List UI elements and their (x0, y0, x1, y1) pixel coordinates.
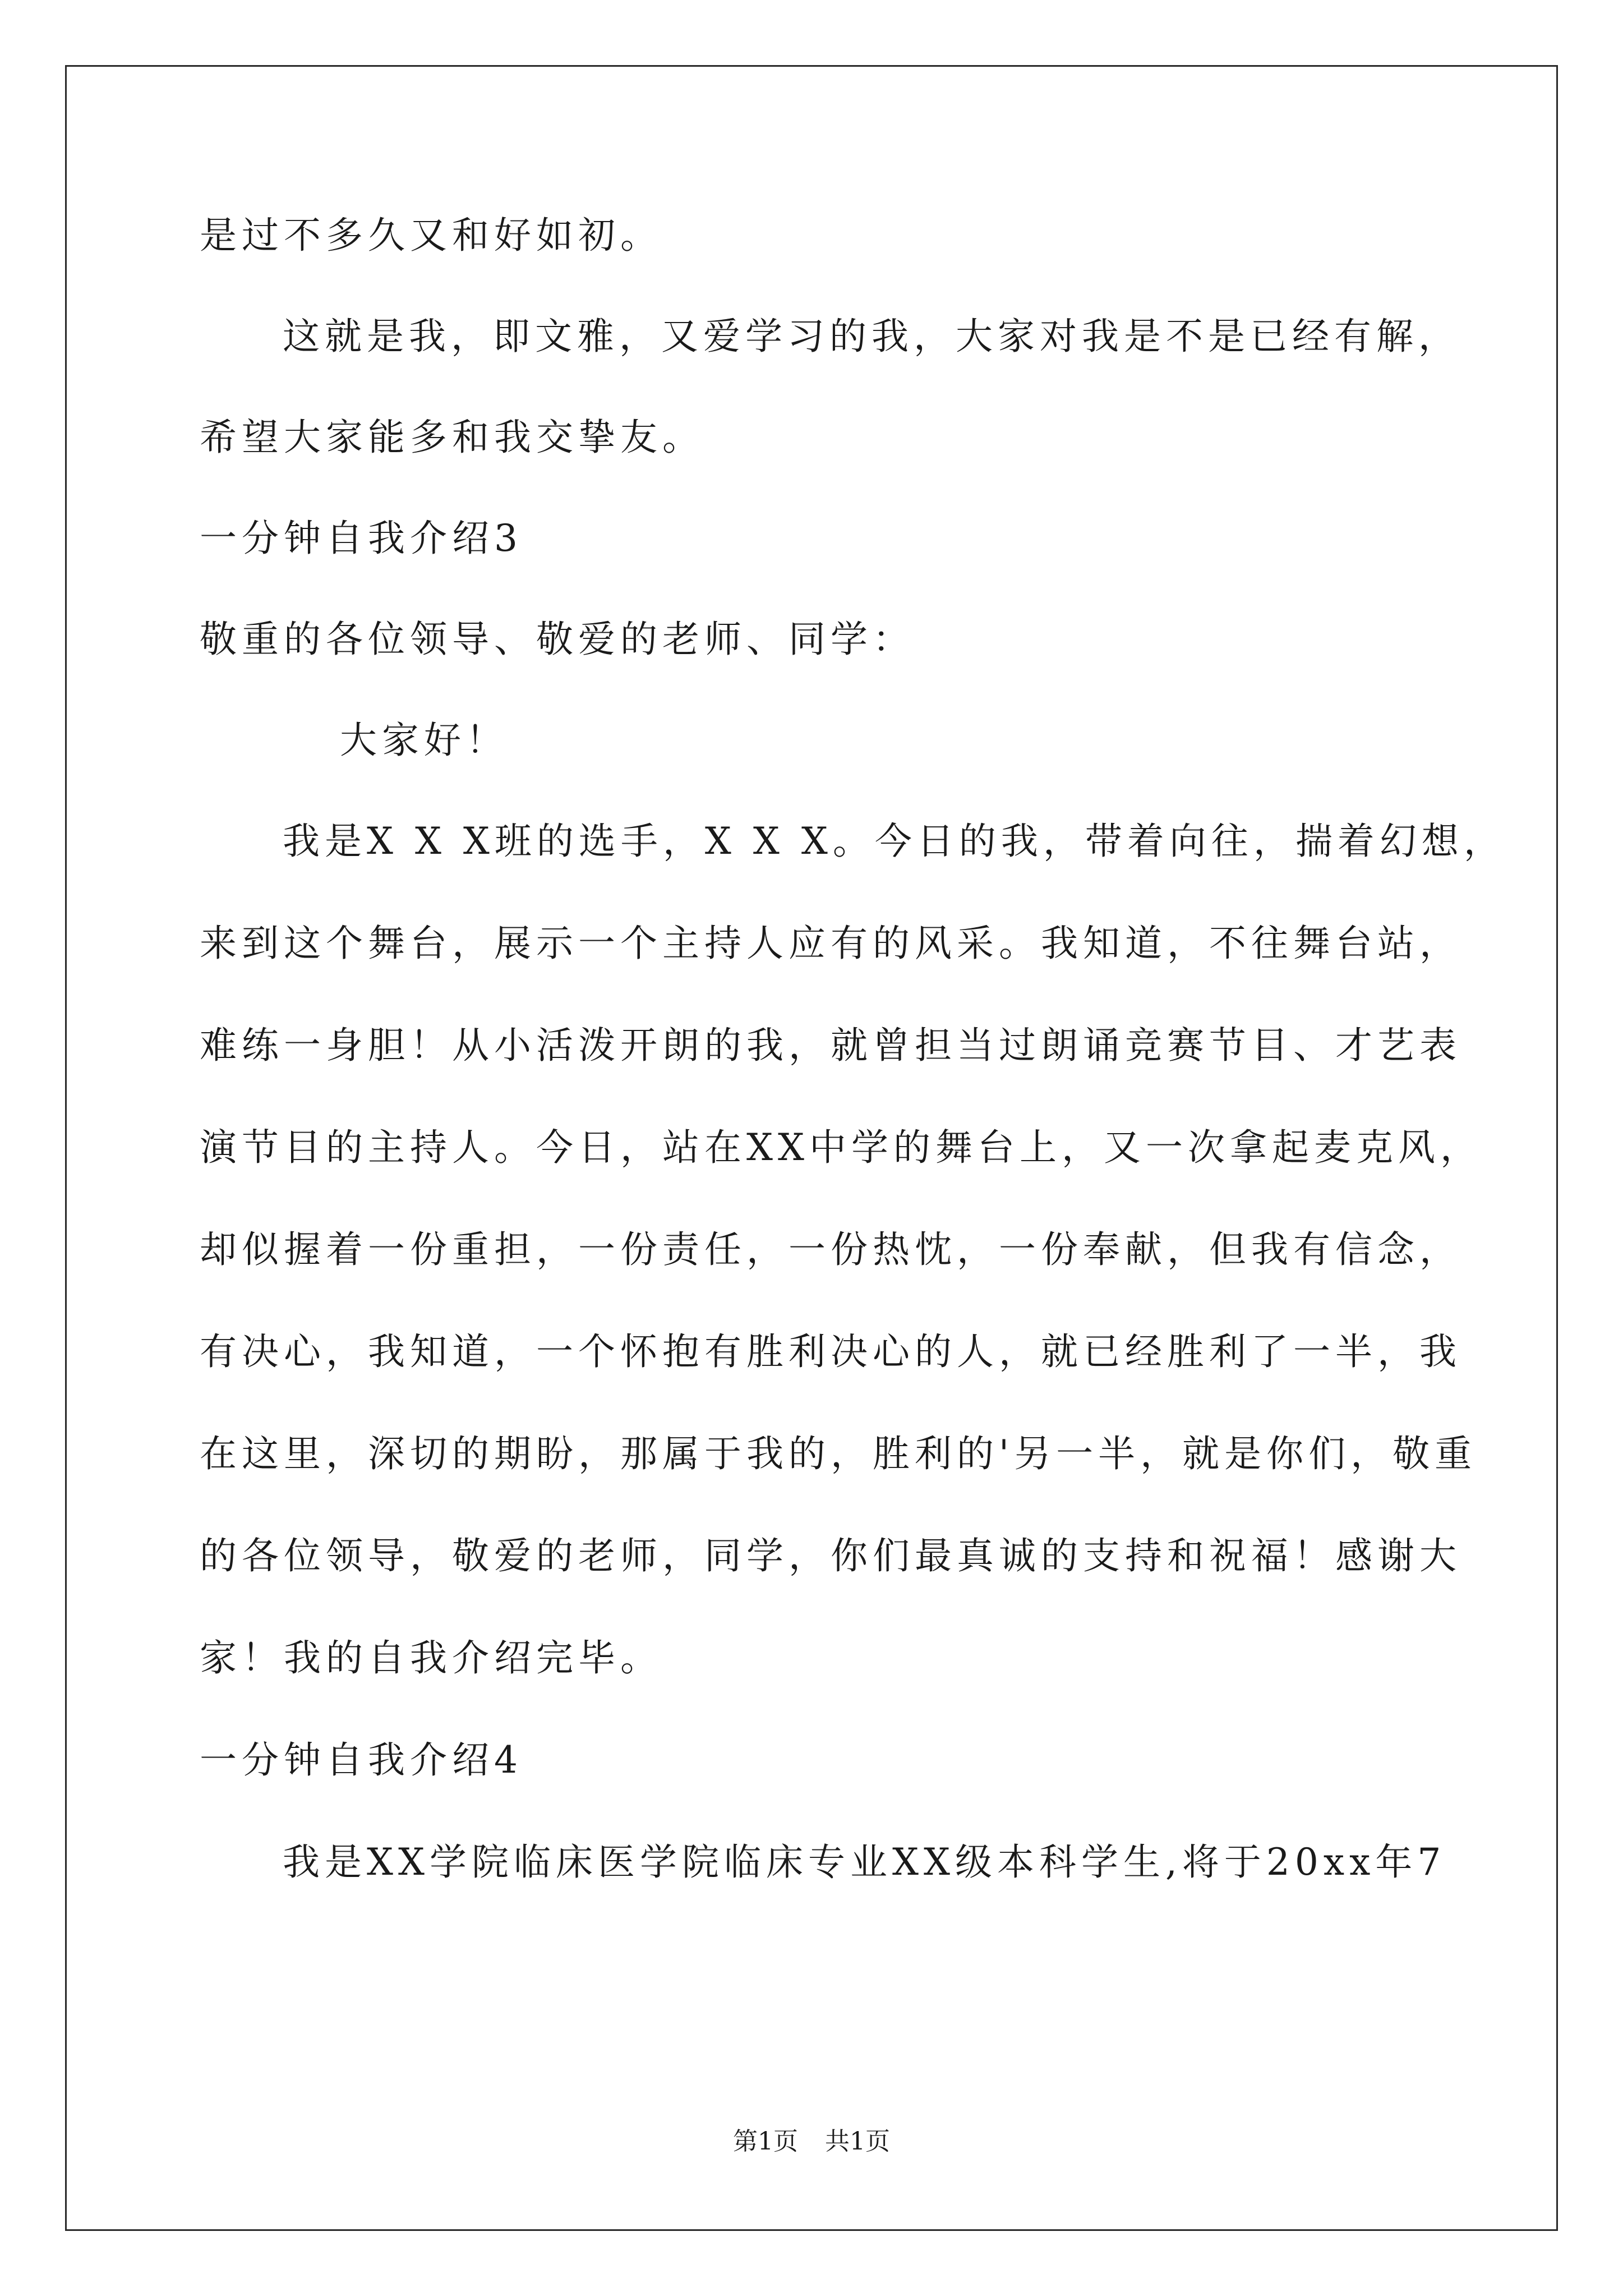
paragraph-line-1: 是过不多久又和好如初。 (200, 214, 662, 257)
paragraph-line-14: 的各位领导，敬爱的老师，同学，你们最真诚的支持和祝福！感谢大 (200, 1534, 1461, 1577)
paragraph-line-8: 来到这个舞台，展示一个主持人应有的风采。我知道，不往舞台站， (200, 922, 1461, 965)
paragraph-line-12: 有决心，我知道，一个怀抱有胜利决心的人，就已经胜利了一半，我 (200, 1330, 1461, 1373)
page-footer (0, 2126, 1623, 2157)
section-heading-3: 一分钟自我介绍3 (200, 517, 523, 560)
paragraph-line-15: 家！我的自我介绍完毕。 (200, 1636, 662, 1680)
paragraph-line-10: 演节目的主持人。今日，站在XX中学的舞台上，又一次拿起麦克风， (200, 1126, 1482, 1169)
page-total: 共1页 (825, 2127, 890, 2156)
section-heading-4: 一分钟自我介绍4 (200, 1738, 523, 1782)
paragraph-line-3: 希望大家能多和我交挚友。 (200, 416, 704, 459)
greeting-line: 敬重的各位领导、敬爱的老师、同学： (200, 618, 915, 661)
paragraph-line-11: 却似握着一份重担，一份责任，一份热忱，一份奉献，但我有信念， (200, 1228, 1461, 1271)
paragraph-line-13: 在这里，深切的期盼，那属于我的，胜利的'另一半，就是你们，敬重 (200, 1432, 1477, 1475)
page-number: 第1页 (733, 2127, 798, 2156)
paragraph-line-7: 我是X X X班的选手，X X X。今日的我，带着向往，揣着幻想， (283, 820, 1506, 863)
paragraph-line-2: 这就是我，即文雅，又爱学习的我，大家对我是不是已经有解， (283, 315, 1460, 358)
paragraph-line-9: 难练一身胆！从小活泼开朗的我，就曾担当过朗诵竞赛节目、才艺表 (200, 1024, 1461, 1067)
paragraph-line-17: 我是XX学院临床医学院临床专业XX级本科学生,将于20xx年7 (283, 1841, 1446, 1884)
hello-line: 大家好！ (340, 719, 508, 762)
